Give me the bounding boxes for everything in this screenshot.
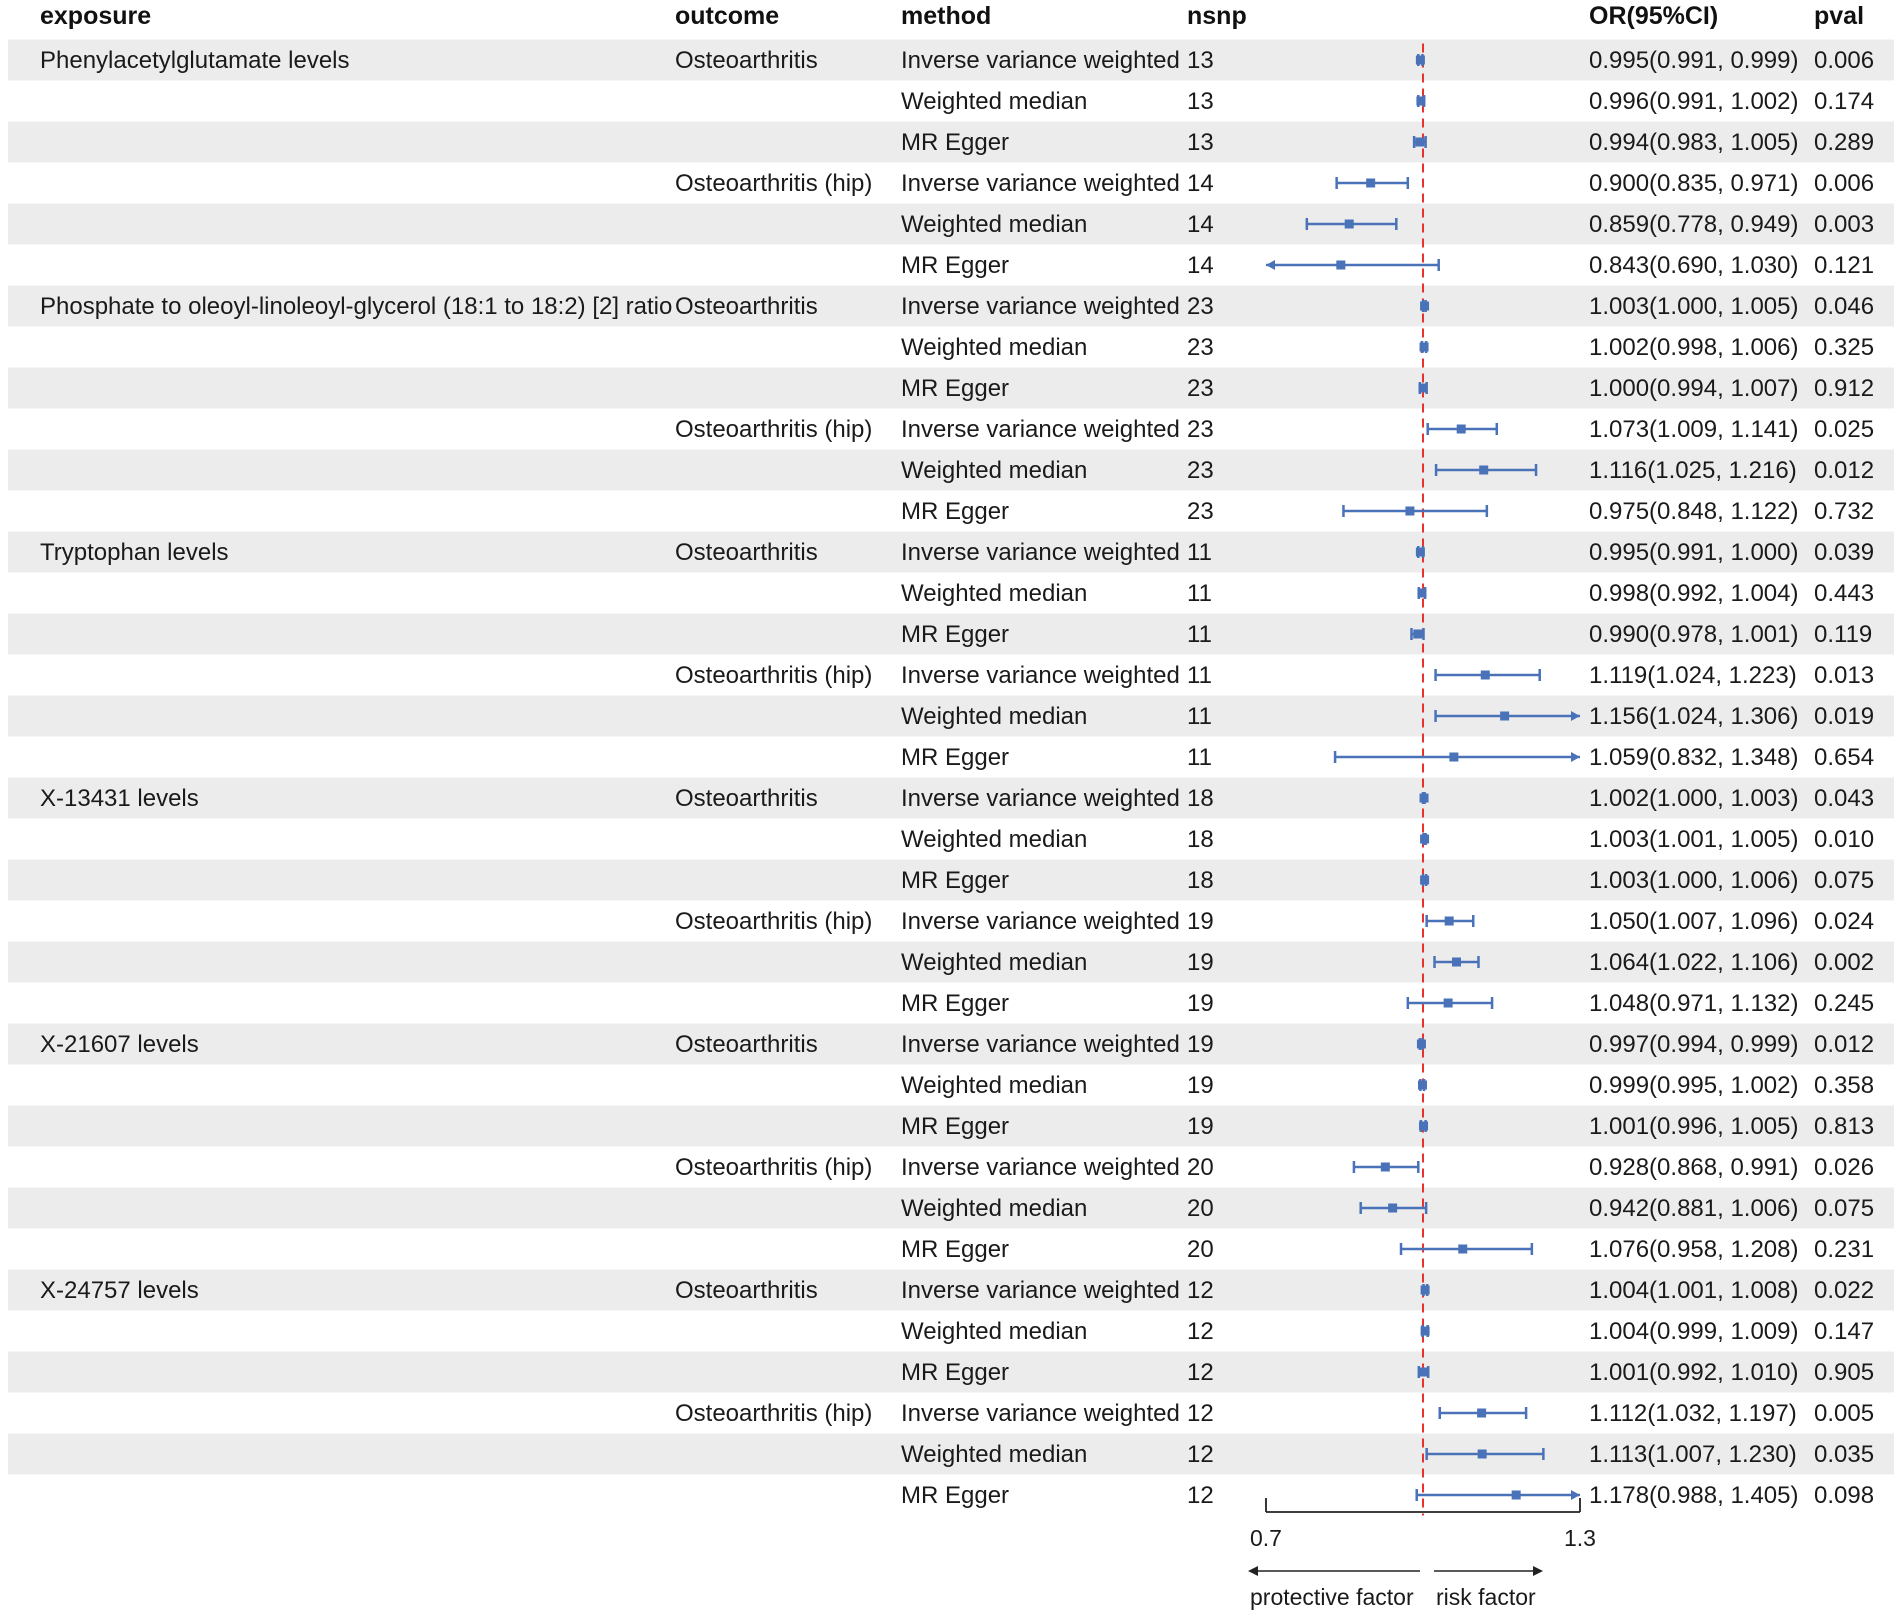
pval-cell: 0.019 [1814, 703, 1875, 730]
nsnp-cell: 11 [1187, 580, 1212, 607]
table-row [901, 580, 1874, 607]
method-cell: Inverse variance weighted [901, 47, 1180, 74]
method-cell: MR Egger [901, 621, 1010, 648]
outcome-cell: Osteoarthritis (hip) [675, 1400, 873, 1427]
nsnp-cell: 18 [1187, 867, 1214, 894]
ci-mark [1354, 1161, 1418, 1173]
header-outcome: outcome [675, 2, 780, 30]
table-row [675, 416, 1874, 443]
point-estimate [1500, 712, 1509, 721]
ci-mark [1421, 1284, 1430, 1296]
or-ci-cell: 1.003(1.000, 1.006) [1589, 867, 1799, 894]
ci-mark [1428, 423, 1497, 435]
nsnp-cell: 11 [1187, 662, 1212, 689]
method-cell: Weighted median [901, 949, 1088, 976]
ci-mark [1416, 54, 1425, 66]
point-estimate [1418, 1081, 1427, 1090]
risk-factor-label: risk factor [1436, 1584, 1536, 1610]
point-estimate [1452, 958, 1461, 967]
point-estimate [1415, 138, 1424, 147]
header-exposure: exposure [40, 2, 152, 30]
x-axis [1248, 1498, 1596, 1610]
or-ci-cell: 0.997(0.994, 0.999) [1589, 1031, 1799, 1058]
point-estimate [1420, 343, 1429, 352]
table-row [901, 1236, 1874, 1263]
point-estimate [1420, 794, 1429, 803]
nsnp-cell: 18 [1187, 826, 1214, 853]
point-estimate [1421, 1286, 1430, 1295]
method-cell: Weighted median [901, 211, 1088, 238]
method-cell: MR Egger [901, 1359, 1010, 1386]
method-cell: Inverse variance weighted [901, 416, 1180, 443]
point-estimate [1445, 917, 1454, 926]
method-cell: Inverse variance weighted [901, 1154, 1180, 1181]
or-ci-cell: 0.999(0.995, 1.002) [1589, 1072, 1799, 1099]
outcome-cell: Osteoarthritis [675, 1277, 818, 1304]
method-cell: Weighted median [901, 580, 1088, 607]
pval-cell: 0.654 [1814, 744, 1875, 771]
table-row [901, 1482, 1874, 1509]
nsnp-cell: 19 [1187, 990, 1214, 1017]
pval-cell: 0.012 [1814, 457, 1875, 484]
point-estimate [1416, 548, 1425, 557]
point-estimate [1420, 302, 1429, 311]
nsnp-cell: 23 [1187, 375, 1214, 402]
or-ci-cell: 1.000(0.994, 1.007) [1589, 375, 1799, 402]
nsnp-cell: 19 [1187, 1113, 1214, 1140]
pval-cell: 0.358 [1814, 1072, 1875, 1099]
header-pval: pval [1814, 2, 1865, 30]
method-cell: Inverse variance weighted [901, 1031, 1180, 1058]
or-ci-cell: 0.998(0.992, 1.004) [1589, 580, 1799, 607]
method-cell: MR Egger [901, 252, 1010, 279]
or-ci-cell: 1.048(0.971, 1.132) [1589, 990, 1799, 1017]
table-row [40, 293, 1874, 320]
or-ci-cell: 0.900(0.835, 0.971) [1589, 170, 1799, 197]
pval-cell: 0.039 [1814, 539, 1875, 566]
exposure-cell: X-24757 levels [40, 1277, 199, 1304]
ci-mark [1401, 1243, 1532, 1255]
ci-mark [1421, 1325, 1430, 1337]
point-estimate [1477, 1409, 1486, 1418]
method-cell: Weighted median [901, 334, 1088, 361]
point-estimate [1345, 220, 1354, 229]
nsnp-cell: 13 [1187, 47, 1214, 74]
or-ci-cell: 1.156(1.024, 1.306) [1589, 703, 1799, 730]
point-estimate [1419, 1368, 1428, 1377]
method-cell: MR Egger [901, 867, 1010, 894]
nsnp-cell: 23 [1187, 416, 1214, 443]
nsnp-cell: 23 [1187, 293, 1214, 320]
nsnp-cell: 20 [1187, 1236, 1214, 1263]
ci-mark [1416, 95, 1425, 107]
ci-arrow-low [1266, 260, 1275, 270]
method-cell: MR Egger [901, 1236, 1010, 1263]
pval-cell: 0.325 [1814, 334, 1875, 361]
pval-cell: 0.006 [1814, 47, 1875, 74]
or-ci-cell: 0.990(0.978, 1.001) [1589, 621, 1799, 648]
method-cell: MR Egger [901, 375, 1010, 402]
point-estimate [1381, 1163, 1390, 1172]
nsnp-cell: 19 [1187, 1072, 1214, 1099]
nsnp-cell: 13 [1187, 88, 1214, 115]
point-estimate [1449, 753, 1458, 762]
ci-mark [1266, 259, 1439, 271]
method-cell: Inverse variance weighted [901, 170, 1180, 197]
header-or-ci: OR(95%CI) [1589, 2, 1719, 30]
table-row [901, 88, 1874, 115]
nsnp-cell: 23 [1187, 498, 1214, 525]
pval-cell: 0.003 [1814, 211, 1875, 238]
method-cell: Weighted median [901, 826, 1088, 853]
header-method: method [901, 2, 992, 30]
protective-arrow-head [1248, 1566, 1258, 1576]
method-cell: Inverse variance weighted [901, 539, 1180, 566]
ci-arrow-high [1571, 752, 1580, 762]
or-ci-cell: 0.996(0.991, 1.002) [1589, 88, 1799, 115]
or-ci-cell: 1.076(0.958, 1.208) [1589, 1236, 1799, 1263]
table-row [675, 662, 1874, 689]
method-cell: Weighted median [901, 1072, 1088, 1099]
point-estimate [1366, 179, 1375, 188]
nsnp-cell: 13 [1187, 129, 1214, 156]
header-nsnp: nsnp [1187, 2, 1247, 30]
nsnp-cell: 11 [1187, 703, 1212, 730]
pval-cell: 0.813 [1814, 1113, 1875, 1140]
point-estimate [1416, 56, 1425, 65]
or-ci-cell: 1.064(1.022, 1.106) [1589, 949, 1799, 976]
ci-mark [1408, 997, 1492, 1009]
ci-mark [1414, 136, 1426, 148]
table-row [40, 47, 1874, 74]
ci-mark [1417, 1489, 1580, 1501]
method-cell: Weighted median [901, 703, 1088, 730]
exposure-cell: Phosphate to oleoyl-linoleoyl-glycerol (18:1 to 18:2) [2] ratio [40, 293, 673, 320]
ci-arrow-high [1571, 1490, 1580, 1500]
outcome-cell: Osteoarthritis (hip) [675, 170, 873, 197]
nsnp-cell: 14 [1187, 170, 1214, 197]
or-ci-cell: 1.112(1.032, 1.197) [1589, 1400, 1797, 1427]
pval-cell: 0.732 [1814, 498, 1875, 525]
or-ci-cell: 0.994(0.983, 1.005) [1589, 129, 1799, 156]
method-cell: MR Egger [901, 129, 1010, 156]
point-estimate [1444, 999, 1453, 1008]
nsnp-cell: 11 [1187, 539, 1212, 566]
pval-cell: 0.147 [1814, 1318, 1875, 1345]
or-ci-cell: 1.073(1.009, 1.141) [1589, 416, 1799, 443]
pval-cell: 0.006 [1814, 170, 1875, 197]
ci-mark [1419, 382, 1428, 394]
or-ci-cell: 0.843(0.690, 1.030) [1589, 252, 1799, 279]
pval-cell: 0.174 [1814, 88, 1875, 115]
nsnp-cell: 11 [1187, 744, 1212, 771]
ci-mark [1417, 587, 1426, 599]
column-headers [40, 2, 1864, 30]
ci-mark [1419, 1120, 1428, 1132]
nsnp-cell: 14 [1187, 211, 1214, 238]
nsnp-cell: 14 [1187, 252, 1214, 279]
point-estimate [1413, 630, 1422, 639]
pval-cell: 0.002 [1814, 949, 1875, 976]
point-estimate [1405, 507, 1414, 516]
table-row [675, 908, 1874, 935]
nsnp-cell: 12 [1187, 1400, 1214, 1427]
nsnp-cell: 23 [1187, 334, 1214, 361]
nsnp-cell: 12 [1187, 1277, 1214, 1304]
method-cell: Weighted median [901, 1441, 1088, 1468]
pval-cell: 0.121 [1814, 252, 1875, 279]
ci-mark [1420, 341, 1429, 353]
table-row [675, 1400, 1874, 1427]
nsnp-cell: 23 [1187, 457, 1214, 484]
or-ci-cell: 1.113(1.007, 1.230) [1589, 1441, 1797, 1468]
or-ci-cell: 1.004(1.001, 1.008) [1589, 1277, 1799, 1304]
pval-cell: 0.024 [1814, 908, 1875, 935]
or-ci-cell: 1.002(1.000, 1.003) [1589, 785, 1799, 812]
point-estimate [1481, 671, 1490, 680]
pval-cell: 0.075 [1814, 867, 1875, 894]
ci-mark [1440, 1407, 1526, 1419]
or-ci-cell: 1.178(0.988, 1.405) [1589, 1482, 1799, 1509]
outcome-cell: Osteoarthritis [675, 293, 818, 320]
protective-factor-label: protective factor [1250, 1584, 1414, 1610]
method-cell: MR Egger [901, 1113, 1010, 1140]
point-estimate [1336, 261, 1345, 270]
exposure-cell: X-21607 levels [40, 1031, 199, 1058]
pval-cell: 0.289 [1814, 129, 1875, 156]
point-estimate [1417, 1040, 1426, 1049]
ci-mark [1436, 669, 1540, 681]
or-ci-cell: 1.001(0.996, 1.005) [1589, 1113, 1799, 1140]
outcome-cell: Osteoarthritis [675, 1031, 818, 1058]
or-ci-cell: 1.002(0.998, 1.006) [1589, 334, 1799, 361]
point-estimate [1420, 835, 1429, 844]
nsnp-cell: 18 [1187, 785, 1214, 812]
ci-mark [1335, 751, 1580, 763]
pval-cell: 0.075 [1814, 1195, 1875, 1222]
outcome-cell: Osteoarthritis (hip) [675, 1154, 873, 1181]
ci-mark [1343, 505, 1486, 517]
nsnp-cell: 12 [1187, 1359, 1214, 1386]
or-ci-cell: 0.995(0.991, 0.999) [1589, 47, 1799, 74]
point-estimate [1478, 1450, 1487, 1459]
ci-mark [1420, 874, 1429, 886]
point-estimate [1388, 1204, 1397, 1213]
pval-cell: 0.098 [1814, 1482, 1875, 1509]
nsnp-cell: 20 [1187, 1154, 1214, 1181]
ci-mark [1420, 300, 1429, 312]
exposure-cell: Phenylacetylglutamate levels [40, 47, 350, 74]
ci-mark [1416, 546, 1425, 558]
point-estimate [1416, 97, 1425, 106]
pval-cell: 0.010 [1814, 826, 1875, 853]
outcome-cell: Osteoarthritis (hip) [675, 662, 873, 689]
method-cell: MR Egger [901, 744, 1010, 771]
or-ci-cell: 1.003(1.001, 1.005) [1589, 826, 1799, 853]
point-estimate [1458, 1245, 1467, 1254]
nsnp-cell: 12 [1187, 1482, 1214, 1509]
method-cell: Inverse variance weighted [901, 1400, 1180, 1427]
nsnp-cell: 19 [1187, 908, 1214, 935]
pval-cell: 0.022 [1814, 1277, 1875, 1304]
pval-cell: 0.443 [1814, 580, 1875, 607]
table-row [901, 334, 1874, 361]
pval-cell: 0.043 [1814, 785, 1875, 812]
table-row [901, 1318, 1874, 1345]
method-cell: Weighted median [901, 88, 1088, 115]
point-estimate [1512, 1491, 1521, 1500]
or-ci-cell: 1.059(0.832, 1.348) [1589, 744, 1799, 771]
axis-tick-label-low: 0.7 [1250, 1525, 1282, 1551]
or-ci-cell: 1.001(0.992, 1.010) [1589, 1359, 1799, 1386]
method-cell: Inverse variance weighted [901, 293, 1180, 320]
nsnp-cell: 11 [1187, 621, 1212, 648]
point-estimate [1419, 1122, 1428, 1131]
point-estimate [1417, 589, 1426, 598]
or-ci-cell: 1.050(1.007, 1.096) [1589, 908, 1799, 935]
ci-mark [1418, 1079, 1427, 1091]
or-ci-cell: 0.928(0.868, 0.991) [1589, 1154, 1799, 1181]
table-row [901, 990, 1874, 1017]
method-cell: Inverse variance weighted [901, 662, 1180, 689]
method-cell: Inverse variance weighted [901, 785, 1180, 812]
point-estimate [1457, 425, 1466, 434]
pval-cell: 0.012 [1814, 1031, 1875, 1058]
nsnp-cell: 19 [1187, 949, 1214, 976]
ci-mark [1337, 177, 1408, 189]
ci-mark [1420, 792, 1429, 804]
or-ci-cell: 1.004(0.999, 1.009) [1589, 1318, 1799, 1345]
pval-cell: 0.005 [1814, 1400, 1875, 1427]
outcome-cell: Osteoarthritis [675, 785, 818, 812]
pval-cell: 0.231 [1814, 1236, 1875, 1263]
method-cell: Inverse variance weighted [901, 1277, 1180, 1304]
method-cell: Inverse variance weighted [901, 908, 1180, 935]
nsnp-cell: 12 [1187, 1318, 1214, 1345]
point-estimate [1420, 876, 1429, 885]
or-ci-cell: 0.859(0.778, 0.949) [1589, 211, 1799, 238]
exposure-cell: X-13431 levels [40, 785, 199, 812]
or-ci-cell: 1.116(1.025, 1.216) [1589, 457, 1797, 484]
table-row [901, 826, 1874, 853]
method-cell: Weighted median [901, 457, 1088, 484]
or-ci-cell: 1.119(1.024, 1.223) [1589, 662, 1797, 689]
method-cell: Weighted median [901, 1195, 1088, 1222]
or-ci-cell: 1.003(1.000, 1.005) [1589, 293, 1799, 320]
nsnp-cell: 19 [1187, 1031, 1214, 1058]
method-cell: MR Egger [901, 498, 1010, 525]
exposure-cell: Tryptophan levels [40, 539, 229, 566]
pval-cell: 0.035 [1814, 1441, 1875, 1468]
ci-mark [1411, 628, 1423, 640]
risk-arrow-head [1533, 1566, 1543, 1576]
method-cell: MR Egger [901, 990, 1010, 1017]
or-ci-cell: 0.995(0.991, 1.000) [1589, 539, 1799, 566]
point-estimate [1421, 1327, 1430, 1336]
pval-cell: 0.245 [1814, 990, 1875, 1017]
ci-mark [1417, 1038, 1426, 1050]
pval-cell: 0.912 [1814, 375, 1875, 402]
outcome-cell: Osteoarthritis [675, 539, 818, 566]
ci-mark [1420, 833, 1429, 845]
nsnp-cell: 20 [1187, 1195, 1214, 1222]
point-estimate [1419, 384, 1428, 393]
table-row [901, 1072, 1874, 1099]
pval-cell: 0.025 [1814, 416, 1875, 443]
nsnp-cell: 12 [1187, 1441, 1214, 1468]
outcome-cell: Osteoarthritis [675, 47, 818, 74]
outcome-cell: Osteoarthritis (hip) [675, 908, 873, 935]
pval-cell: 0.026 [1814, 1154, 1875, 1181]
table-row [675, 1154, 1874, 1181]
pval-cell: 0.119 [1814, 621, 1873, 648]
method-cell: Weighted median [901, 1318, 1088, 1345]
point-estimate [1479, 466, 1488, 475]
or-ci-cell: 0.942(0.881, 1.006) [1589, 1195, 1799, 1222]
table-row [675, 170, 1874, 197]
pval-cell: 0.013 [1814, 662, 1875, 689]
or-ci-cell: 0.975(0.848, 1.122) [1589, 498, 1799, 525]
method-cell: MR Egger [901, 1482, 1010, 1509]
outcome-cell: Osteoarthritis (hip) [675, 416, 873, 443]
ci-mark [1427, 915, 1474, 927]
pval-cell: 0.905 [1814, 1359, 1875, 1386]
axis-tick-label-high: 1.3 [1564, 1525, 1596, 1551]
pval-cell: 0.046 [1814, 293, 1875, 320]
ci-mark [1419, 1366, 1428, 1378]
